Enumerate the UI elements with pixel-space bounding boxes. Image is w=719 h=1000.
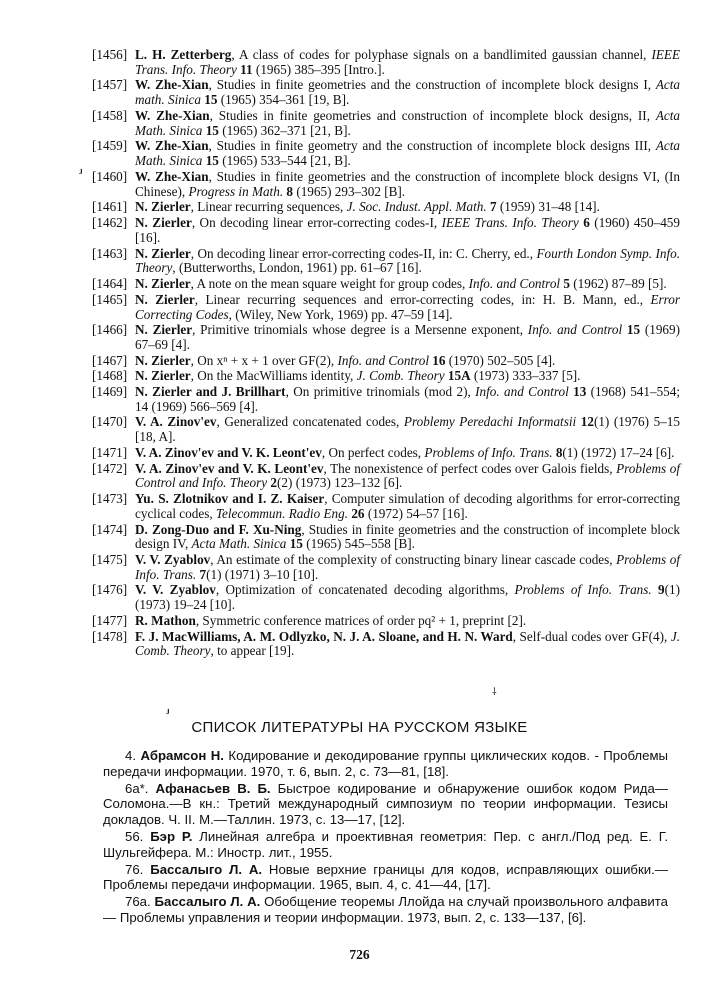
- reference-entry: [92, 247, 680, 277]
- reference-number: [1475]: [92, 551, 128, 567]
- reference-volume: 15: [205, 153, 219, 169]
- reference-text: , Studies in finite geometries and the construction of incomplete block designs I,: [208, 77, 656, 93]
- reference-number: [1459]: [92, 138, 128, 154]
- reference-entry: [92, 170, 680, 200]
- reference-journal: Acta math. Sinica: [135, 77, 681, 108]
- reference-volume: 26: [351, 505, 365, 521]
- reference-volume: 15: [205, 122, 219, 138]
- reference-volume: 15: [626, 322, 641, 338]
- reference-text: , Studies in finite geometry and the construction of incomplete block designs III,: [208, 138, 656, 154]
- reference-entry: [92, 583, 680, 613]
- reference-details: (1965) 545–558 [B].: [302, 536, 415, 552]
- reference-journal: J. Comb. Theory: [135, 628, 680, 659]
- reference-author: W. Zhe-Xian: [135, 107, 210, 123]
- reference-author: N. Zierler: [135, 215, 192, 231]
- reference-author: N. Zierler: [135, 199, 191, 215]
- reference-volume: 16: [432, 352, 446, 368]
- reference-author: N. Zierler: [135, 368, 191, 384]
- reference-journal: Info. and Control: [468, 276, 561, 292]
- russian-reference-author: Бассалыго Л. А.: [154, 894, 261, 910]
- russian-reference-entry: [103, 829, 668, 861]
- reference-text: , Linear recurring sequences,: [190, 199, 347, 215]
- reference-author: F. J. MacWilliams, A. M. Odlyzko, N. J. A. Sloane, and H. N. Ward: [135, 628, 513, 644]
- reference-entry: [92, 323, 680, 353]
- reference-number: [1460]: [92, 168, 128, 184]
- reference-number: [1457]: [92, 77, 128, 93]
- reference-author: N. Zierler: [135, 291, 195, 307]
- reference-details: , (Butterworths, London, 1961) pp. 61–67 [16].: [172, 260, 422, 276]
- russian-reference-number: 76.: [125, 861, 144, 877]
- reference-journal: Telecommun. Radio Eng.: [215, 505, 349, 521]
- reference-entry: [92, 200, 680, 215]
- reference-details: (1965) 354–361 [19, B].: [217, 92, 350, 108]
- reference-text: , Primitive trinomials whose degree is a Mersenne exponent,: [192, 322, 528, 338]
- reference-journal: Problems of Info. Trans.: [514, 582, 652, 598]
- russian-reference-author: Бэр Р.: [150, 828, 193, 844]
- reference-author: V. A. Zinov'ev: [135, 414, 217, 430]
- russian-reference-text: Линейная алгебра и проективная геометрия: Пер. с англ./Под ред. Е. Г. Шульгейфера. М.: Иностр. лит., 1955.: [103, 828, 668, 860]
- reference-number: [1470]: [92, 414, 128, 430]
- russian-reference-number: 76а.: [125, 894, 151, 910]
- reference-entry: [92, 462, 680, 492]
- reference-number: [1469]: [92, 383, 128, 399]
- reference-entry: [92, 139, 680, 169]
- reference-entry: [92, 293, 680, 323]
- reference-volume: 15: [204, 92, 218, 108]
- reference-details: (1965) 533–544 [21, B].: [218, 153, 351, 169]
- reference-number: [1463]: [92, 245, 128, 261]
- reference-journal: J. Soc. Indust. Appl. Math.: [346, 199, 487, 215]
- reference-journal: Error Correcting Codes: [135, 291, 680, 322]
- reference-details: (1) (1972) 17–24 [6].: [562, 444, 675, 460]
- reference-number: [1468]: [92, 368, 128, 384]
- russian-reference-author: Афанасьев В. Б.: [155, 780, 271, 796]
- reference-entry: [92, 614, 680, 629]
- reference-text: , The nonexistence of perfect codes over Galois fields,: [323, 460, 617, 476]
- reference-details: (1962) 87–89 [5].: [569, 276, 667, 292]
- reference-author: R. Mathon: [135, 612, 196, 628]
- reference-journal: Problems of Info. Trans.: [135, 551, 680, 582]
- russian-reference-entry: [103, 781, 668, 828]
- reference-details: (1968) 541–554; 14 (1969) 566–569 [4].: [135, 383, 681, 414]
- reference-journal: Acta Math. Sinica: [135, 107, 680, 138]
- reference-volume: 5: [563, 276, 570, 292]
- russian-reference-text: Быстрое кодирование и обнаружение ошибок кодом Рида—Соломона.—В кн.: Третий международный симпозиум по теории информации. Тезисы докладов. Ч. II. М.—Таллин. 1973, с. 13—17, [12].: [103, 780, 668, 828]
- reference-journal: Problems of Info. Trans.: [424, 444, 553, 460]
- reference-volume: 13: [573, 383, 587, 399]
- reference-details: (1960) 450–459 [16].: [135, 215, 680, 245]
- russian-reference-list: [103, 748, 668, 927]
- reference-number: [1462]: [92, 215, 128, 231]
- russian-reference-text: Кодирование и декодирование группы циклических кодов. - Проблемы передачи информации. 1970, т. 6, вып. 2, с. 73—81, [18].: [103, 748, 668, 779]
- russian-reference-number: 56.: [125, 828, 144, 844]
- margin-mark: ⸸: [492, 687, 497, 698]
- reference-author: N. Zierler: [135, 245, 191, 261]
- reference-author: N. Zierler: [135, 276, 191, 292]
- reference-entry: [92, 216, 680, 246]
- reference-journal: Info. and Control: [527, 322, 623, 338]
- reference-volume: 8: [286, 183, 294, 199]
- reference-volume: 9: [658, 582, 665, 598]
- reference-number: [1474]: [92, 521, 128, 537]
- reference-text: , Generalized concatenated codes,: [216, 414, 404, 430]
- reference-volume: 11: [240, 61, 253, 77]
- reference-volume: 7: [199, 566, 207, 582]
- reference-number: [1477]: [92, 612, 128, 628]
- reference-text: , Symmetric conference matrices of order pq² + 1, preprint [2].: [195, 612, 527, 628]
- reference-journal: IEEE Trans. Info. Theory: [135, 47, 680, 77]
- reference-text: , Computer simulation of decoding algorithms for error-correcting cyclical codes,: [135, 491, 680, 521]
- margin-mark: ⸥: [78, 160, 84, 175]
- reference-details: , (Wiley, New York, 1969) pp. 47–59 [14].: [228, 306, 453, 322]
- reference-text: , On decoding linear error-correcting codes-II, in: C. Cherry, ed.,: [190, 245, 537, 261]
- reference-details: (2) (1973) 123–132 [6].: [277, 475, 403, 491]
- reference-details: (1972) 54–57 [16].: [364, 505, 468, 521]
- reference-entry: [92, 523, 680, 553]
- reference-details: (1959) 31–48 [14].: [496, 199, 600, 215]
- reference-details: (1969) 67–69 [4].: [135, 322, 680, 352]
- reference-details: (1965) 362–371 [21, B].: [218, 122, 351, 138]
- reference-number: [1456]: [92, 47, 128, 62]
- reference-entry: [92, 553, 680, 583]
- margin-mark: ⸥: [165, 700, 171, 715]
- reference-text: , Linear recurring sequences and error-correcting codes, in: H. B. Mann, ed.,: [194, 291, 651, 307]
- reference-author: Yu. S. Zlotnikov and I. Z. Kaiser: [135, 491, 325, 507]
- english-reference-list: [92, 48, 680, 660]
- russian-reference-number: 4.: [125, 748, 136, 763]
- reference-volume: 2: [270, 475, 278, 491]
- reference-number: [1458]: [92, 107, 128, 123]
- reference-volume: 15: [289, 536, 303, 552]
- reference-author: V. V. Zyablov: [135, 582, 216, 598]
- reference-text: , An estimate of the complexity of constructing binary linear cascade codes,: [210, 551, 617, 567]
- reference-journal: IEEE Trans. Info. Theory: [441, 215, 579, 231]
- reference-journal: Progress in Math.: [188, 183, 284, 199]
- reference-author: D. Zong-Duo and F. Xu-Ning: [135, 521, 302, 537]
- reference-volume: 6: [583, 215, 590, 231]
- reference-author: N. Zierler and J. Brillhart: [135, 383, 286, 399]
- reference-details: (1) (1971) 3–10 [10].: [206, 566, 319, 582]
- russian-reference-text: Обобщение теоремы Ллойда на случай произвольного алфавита — Проблемы управления и теории информации. 1973, вып. 2, с. 133—137, [6].: [103, 894, 668, 925]
- reference-text: , On xⁿ + x + 1 over GF(2),: [190, 352, 338, 368]
- reference-entry: [92, 446, 680, 461]
- reference-entry: [92, 415, 680, 445]
- reference-number: [1478]: [92, 628, 128, 644]
- reference-entry: [92, 354, 680, 369]
- reference-text: , A note on the mean square weight for group codes,: [190, 276, 469, 292]
- reference-text: , On the MacWilliams identity,: [190, 368, 357, 384]
- reference-number: [1471]: [92, 444, 128, 460]
- reference-details: (1973) 333–337 [5].: [470, 368, 581, 384]
- reference-number: [1466]: [92, 322, 128, 338]
- reference-text: , A class of codes for polyphase signals on a bandlimited gaussian channel,: [231, 47, 652, 62]
- reference-details: , to appear [19].: [210, 643, 295, 659]
- reference-number: [1465]: [92, 291, 128, 307]
- reference-entry: [92, 109, 680, 139]
- reference-entry: [92, 48, 680, 78]
- reference-number: [1476]: [92, 582, 128, 598]
- russian-reference-entry: [103, 748, 668, 780]
- russian-section-title: СПИСОК ЛИТЕРАТУРЫ НА РУССКОМ ЯЗЫКЕ: [191, 719, 528, 736]
- reference-number: [1467]: [92, 352, 128, 368]
- reference-journal: Problems of Control and Info. Theory: [135, 460, 680, 491]
- reference-details: (1) (1973) 19–24 [10].: [135, 582, 681, 613]
- reference-text: , On perfect codes,: [321, 444, 425, 460]
- reference-journal: Acta Math. Sinica: [191, 536, 287, 552]
- russian-reference-number: 6а*.: [125, 780, 149, 796]
- reference-author: L. H. Zetterberg: [135, 47, 232, 62]
- reference-author: W. Zhe-Xian: [135, 168, 209, 184]
- reference-details: (1965) 385–395 [Intro.].: [252, 61, 385, 77]
- reference-number: [1472]: [92, 460, 128, 476]
- reference-text: , Self-dual codes over GF(4),: [512, 628, 671, 644]
- reference-number: [1473]: [92, 491, 128, 507]
- reference-journal: Fourth London Symp. Info. Theory: [135, 245, 680, 276]
- reference-details: (1) (1976) 5–15 [18, A].: [135, 414, 680, 445]
- russian-reference-entry: [103, 894, 668, 926]
- reference-entry: [92, 78, 680, 108]
- reference-journal: Problemy Peredachi Informatsii: [403, 414, 577, 430]
- russian-reference-author: Абрамсон Н.: [140, 748, 224, 763]
- page-number: 726: [349, 947, 370, 962]
- reference-text: , Studies in finite geometries and construction of incomplete block designs, II,: [209, 107, 656, 123]
- reference-entry: [92, 277, 680, 292]
- reference-entry: [92, 369, 680, 384]
- reference-text: , Studies in finite geometries and the construction of incomplete block designs VI, (In Chinese),: [135, 168, 680, 199]
- reference-details: (1970) 502–505 [4].: [445, 352, 556, 368]
- reference-volume: 15A: [447, 368, 471, 384]
- reference-journal: J. Comb. Theory: [356, 368, 445, 384]
- reference-author: V. A. Zinov'ev and V. K. Leont'ev: [135, 460, 324, 476]
- reference-volume: 7: [489, 199, 497, 215]
- reference-author: N. Zierler: [135, 322, 193, 338]
- reference-details: (1965) 293–302 [B].: [293, 183, 406, 199]
- reference-journal: Info. and Control: [337, 352, 429, 368]
- reference-author: V. V. Zyablov: [135, 551, 211, 567]
- russian-reference-author: Бассалыго Л. А.: [150, 861, 263, 877]
- reference-journal: Acta Math. Sinica: [135, 138, 681, 169]
- reference-text: , On decoding linear error-correcting codes-I,: [191, 215, 442, 231]
- reference-volume: 8: [555, 444, 563, 460]
- reference-entry: [92, 630, 680, 660]
- russian-reference-text: Новые верхние границы для кодов, исправляющих ошибки.— Проблемы передачи информации. 1965, вып. 4, с. 41—44, [17].: [103, 861, 668, 893]
- reference-author: V. A. Zinov'ev and V. K. Leont'ev: [135, 444, 322, 460]
- reference-number: [1461]: [92, 199, 128, 215]
- reference-journal: Info. and Control: [475, 383, 569, 399]
- reference-volume: 12: [580, 414, 594, 430]
- reference-text: , On primitive trinomials (mod 2),: [285, 383, 476, 399]
- reference-number: [1464]: [92, 276, 128, 292]
- reference-text: , Studies in finite geometries and the construction of incomplete block design IV,: [135, 521, 680, 552]
- reference-entry: [92, 492, 680, 522]
- reference-author: W. Zhe-Xian: [135, 138, 209, 154]
- reference-author: W. Zhe-Xian: [135, 77, 209, 93]
- russian-reference-entry: [103, 862, 668, 894]
- reference-author: N. Zierler: [135, 352, 191, 368]
- reference-entry: [92, 385, 680, 415]
- reference-text: , Optimization of concatenated decoding algorithms,: [215, 582, 515, 598]
